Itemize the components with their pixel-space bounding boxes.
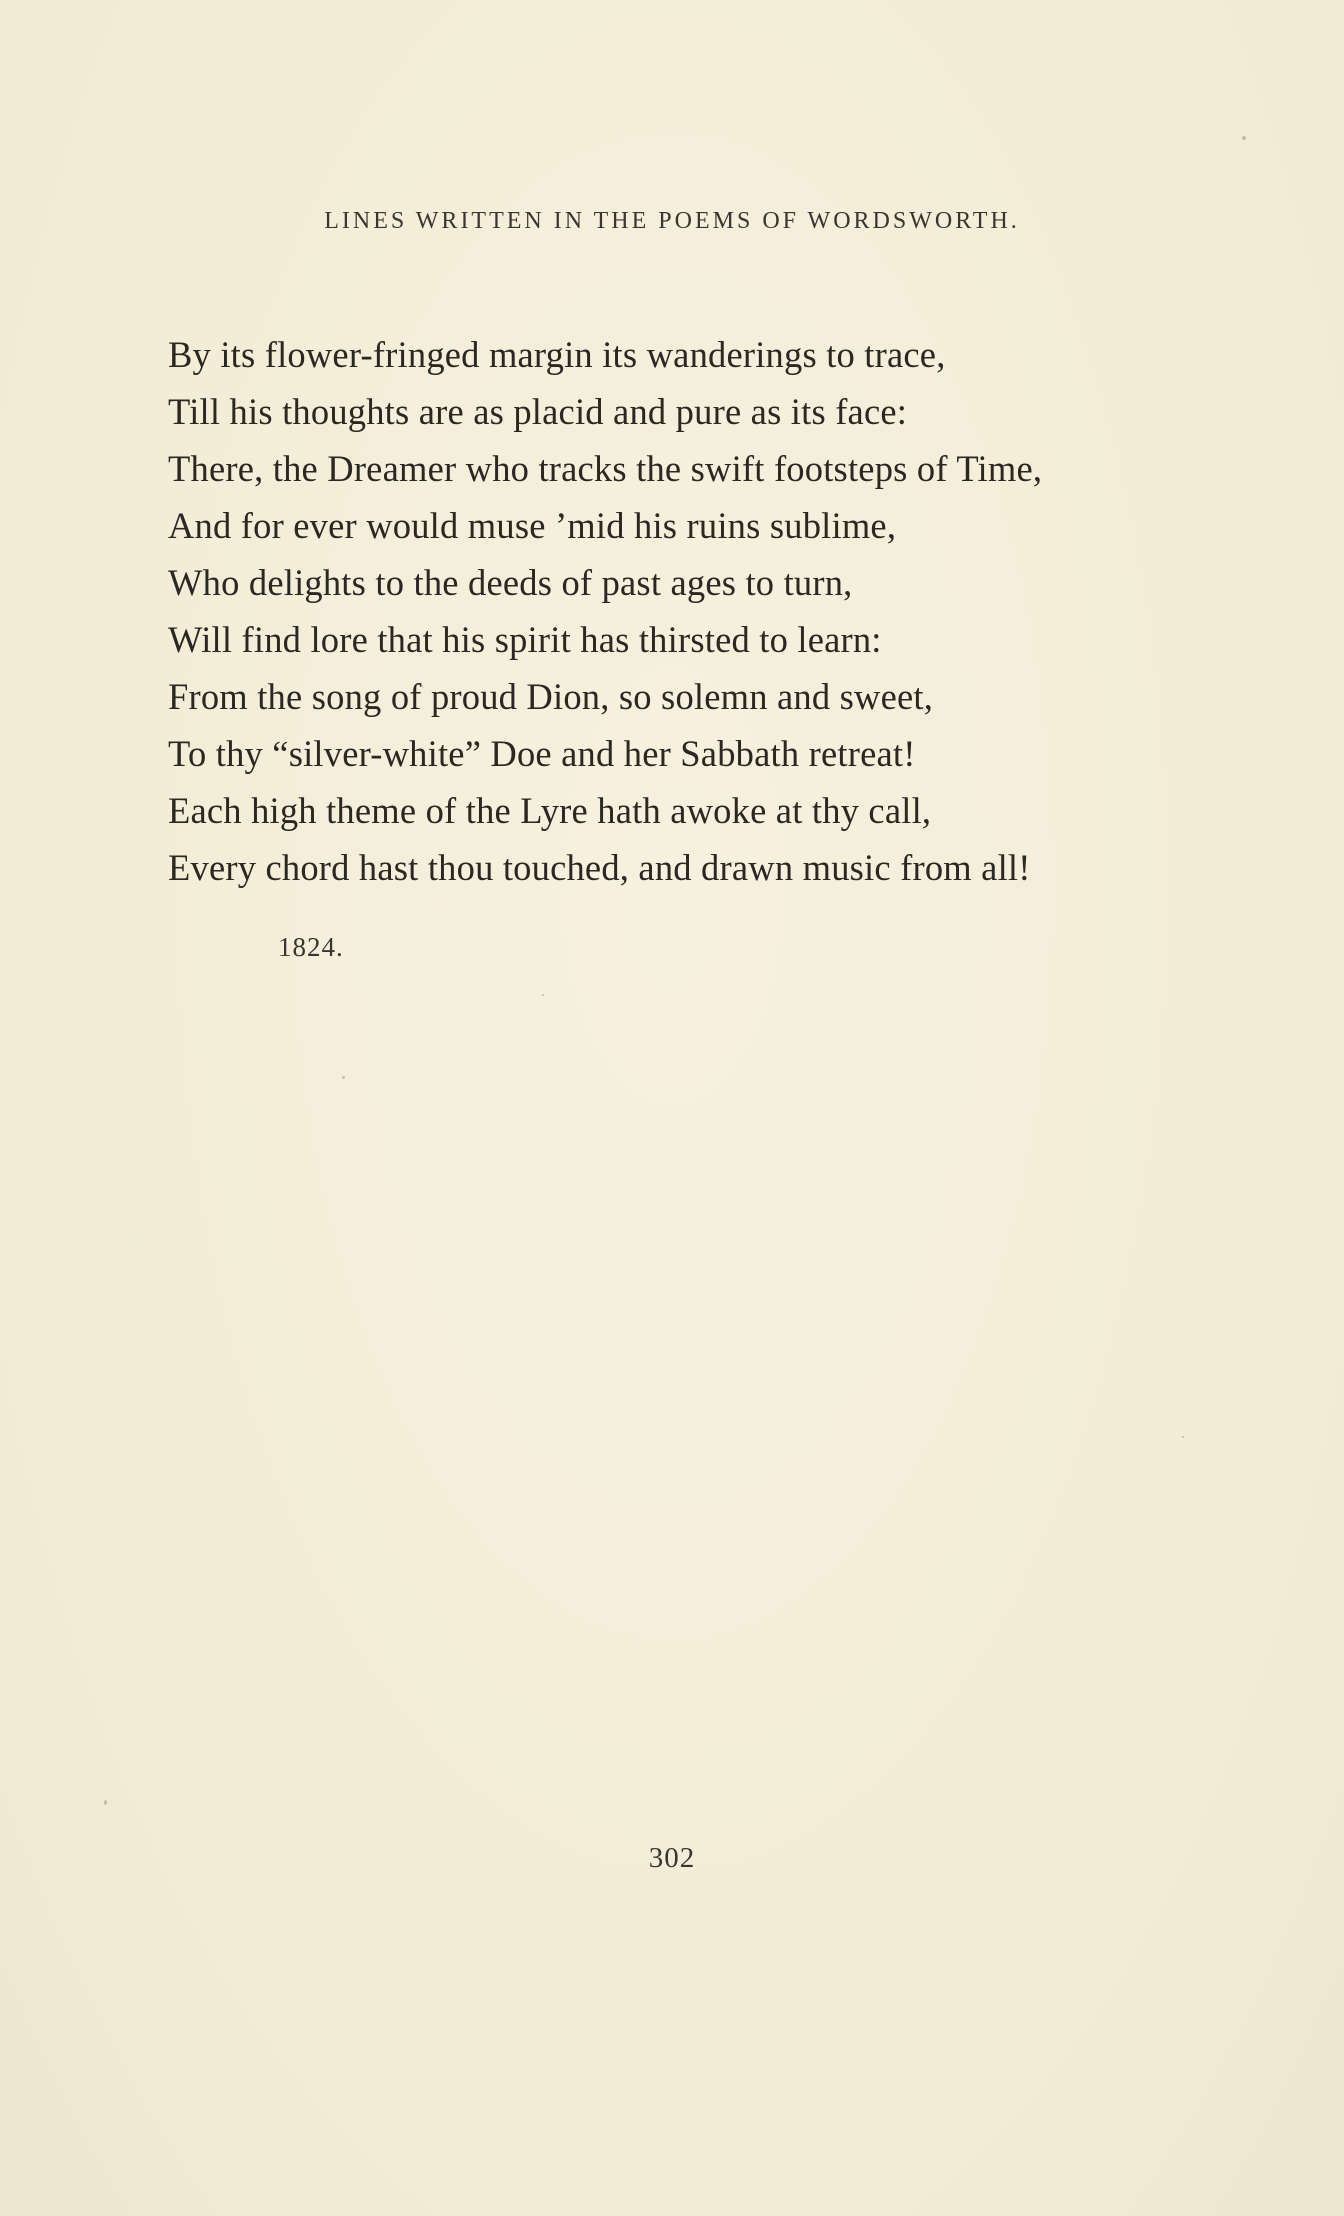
poem-line: Will find lore that his spirit has thirsted to learn: (168, 619, 882, 660)
paper-speck (1242, 136, 1246, 140)
poem-line: And for ever would muse ’mid his ruins sublime, (168, 505, 897, 546)
poem-line: Till his thoughts are as placid and pure as its face: (168, 391, 908, 432)
poem-line: By its flower-fringed margin its wanderings to trace, (168, 334, 946, 375)
poem-line: To thy “silver-white” Doe and her Sabbath retreat! (168, 733, 916, 774)
poem-stanza (168, 326, 1288, 896)
poem-line: From the song of proud Dion, so solemn and sweet, (168, 676, 934, 717)
poem-line: Each high theme of the Lyre hath awoke at thy call, (168, 790, 932, 831)
poem-line: Every chord hast thou touched, and drawn music from all! (168, 847, 1031, 888)
running-head: LINES WRITTEN IN THE POEMS OF WORDSWORTH. (324, 208, 1020, 234)
paper-speck (342, 1076, 345, 1079)
paper-speck (542, 994, 544, 996)
paper-speck (104, 1800, 107, 1805)
poem-date: 1824. (278, 932, 344, 962)
paper-speck (1182, 1436, 1184, 1438)
poem-line: Who delights to the deeds of past ages to turn, (168, 562, 853, 603)
poem-line: There, the Dreamer who tracks the swift footsteps of Time, (168, 448, 1043, 489)
page-number: 302 (648, 1842, 696, 1874)
